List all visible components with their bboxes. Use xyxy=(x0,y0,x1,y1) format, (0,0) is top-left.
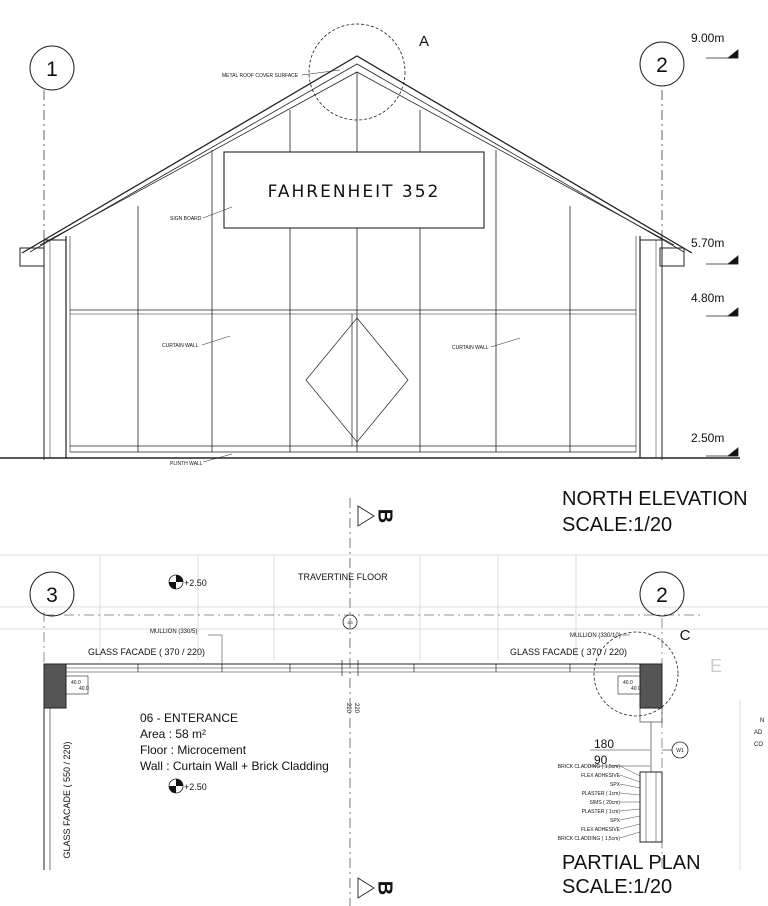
grid-label-2: 2 xyxy=(656,54,668,77)
center-dim-2: 220 xyxy=(345,702,351,714)
plan-scale: SCALE:1/20 xyxy=(562,876,673,898)
ghost-grid-label: E xyxy=(709,656,723,676)
facade-left-label: GLASS FACADE ( 370 / 220) xyxy=(88,647,206,657)
level-label-3: 4.80m xyxy=(691,291,725,305)
dimension-90: 90 xyxy=(594,753,608,767)
section-b-bottom: B xyxy=(373,880,396,896)
wall-layer-2: FLEX ADHESIVE xyxy=(581,773,620,779)
grid-label-1: 1 xyxy=(46,58,58,81)
room-area: Area : 58 m² xyxy=(140,727,207,741)
level-label-4: 2.50m xyxy=(691,431,725,445)
partial-plan xyxy=(0,498,768,906)
curtain-right-leader xyxy=(491,338,520,347)
roof-leader xyxy=(302,70,340,75)
curtain-left-leader xyxy=(202,336,230,345)
detail-callout-c-label: C xyxy=(679,627,691,644)
level-bottom-label: +2.50 xyxy=(184,782,207,792)
level-symbol-top xyxy=(169,575,183,589)
facade-vertical-label: GLASS FACADE ( 550 / 220) xyxy=(62,741,72,859)
wall-layer-4: PLASTER ( 1cm) xyxy=(581,791,620,797)
sign-board-label: SIGN BOARD xyxy=(170,216,202,222)
wall-layer-9: BRICK CLADDING ( 1,5cm) xyxy=(557,836,620,842)
column-right-dim-2: 40.0 xyxy=(631,686,641,692)
elevation-title: NORTH ELEVATION xyxy=(562,488,748,510)
section-marker-top xyxy=(358,506,374,526)
north-elevation xyxy=(0,24,740,462)
floor-paving-grid xyxy=(0,555,768,870)
plan-title: PARTIAL PLAN xyxy=(562,852,701,874)
gutter-right xyxy=(660,248,684,266)
wall-layer-6: PLASTER ( 1cm) xyxy=(581,809,620,815)
wall-layer-7: SPX xyxy=(609,818,620,824)
column-right-dim-1: 40.0 xyxy=(623,680,633,686)
column-right xyxy=(640,664,662,708)
level-label-2: 5.70m xyxy=(691,236,725,250)
level-symbol-bottom xyxy=(169,779,183,793)
curtain-wall-right-label: CURTAIN WALL xyxy=(452,345,489,351)
level-label-1: 9.00m xyxy=(691,31,725,45)
plinth-wall-label: PLINTH WALL xyxy=(170,461,203,467)
level-top-label: +2.50 xyxy=(184,578,207,588)
dimension-180: 180 xyxy=(594,737,615,751)
floor-label: TRAVERTINE FLOOR xyxy=(298,572,388,582)
window-tag: W1 xyxy=(676,748,684,754)
plan-grid-label-3: 3 xyxy=(46,584,58,607)
plan-grid-label-2: 2 xyxy=(656,584,668,607)
edge-fragment-1: N xyxy=(760,718,765,724)
brick-wall-segment xyxy=(640,772,662,842)
room-wall: Wall : Curtain Wall + Brick Cladding xyxy=(140,759,329,773)
column-left-dim-2: 40.0 xyxy=(79,686,89,692)
column-left xyxy=(44,664,66,708)
section-b-top: B xyxy=(373,508,396,524)
door-tag: D3 xyxy=(347,620,353,625)
edge-fragment-2: AD xyxy=(754,730,763,736)
curtain-wall-left-label: CURTAIN WALL xyxy=(162,343,199,349)
center-dim-1: 220 xyxy=(353,702,359,714)
mullion-right-label: MULLION (330/10) xyxy=(570,633,621,639)
wall-layer-3: SPX xyxy=(609,782,620,788)
room-floor: Floor : Microcement xyxy=(140,743,247,757)
side-wall-left xyxy=(44,240,66,458)
elevation-scale: SCALE:1/20 xyxy=(562,514,673,536)
mullion-left-label: MULLION (330/5) xyxy=(150,629,198,635)
facade-right-label: GLASS FACADE ( 370 / 220) xyxy=(510,647,628,657)
column-left-dim-1: 40.0 xyxy=(71,680,81,686)
wall-layer-leaders xyxy=(620,766,640,838)
room-name: 06 - ENTERANCE xyxy=(140,711,239,725)
wall-layer-8: FLEX ADHESIVE xyxy=(581,827,620,833)
level-markers xyxy=(706,50,738,456)
wall-layer-1: BRICK CLADDING ( 1,5cm) xyxy=(557,764,620,770)
roof-label: METAL ROOF COVER SURFACE xyxy=(222,73,299,79)
wall-layer-5: SIMS ( 20cm) xyxy=(589,800,620,806)
wall-layer-labels xyxy=(558,764,621,842)
detail-callout-c-circle xyxy=(594,632,678,716)
detail-callout-a-label: A xyxy=(418,33,430,50)
column-right-base xyxy=(640,708,662,722)
sign-text: FAHRENHEIT 352 xyxy=(267,182,441,202)
side-wall-right xyxy=(640,240,662,458)
section-marker-bottom xyxy=(358,878,374,898)
edge-fragment-3: CO xyxy=(754,742,763,748)
